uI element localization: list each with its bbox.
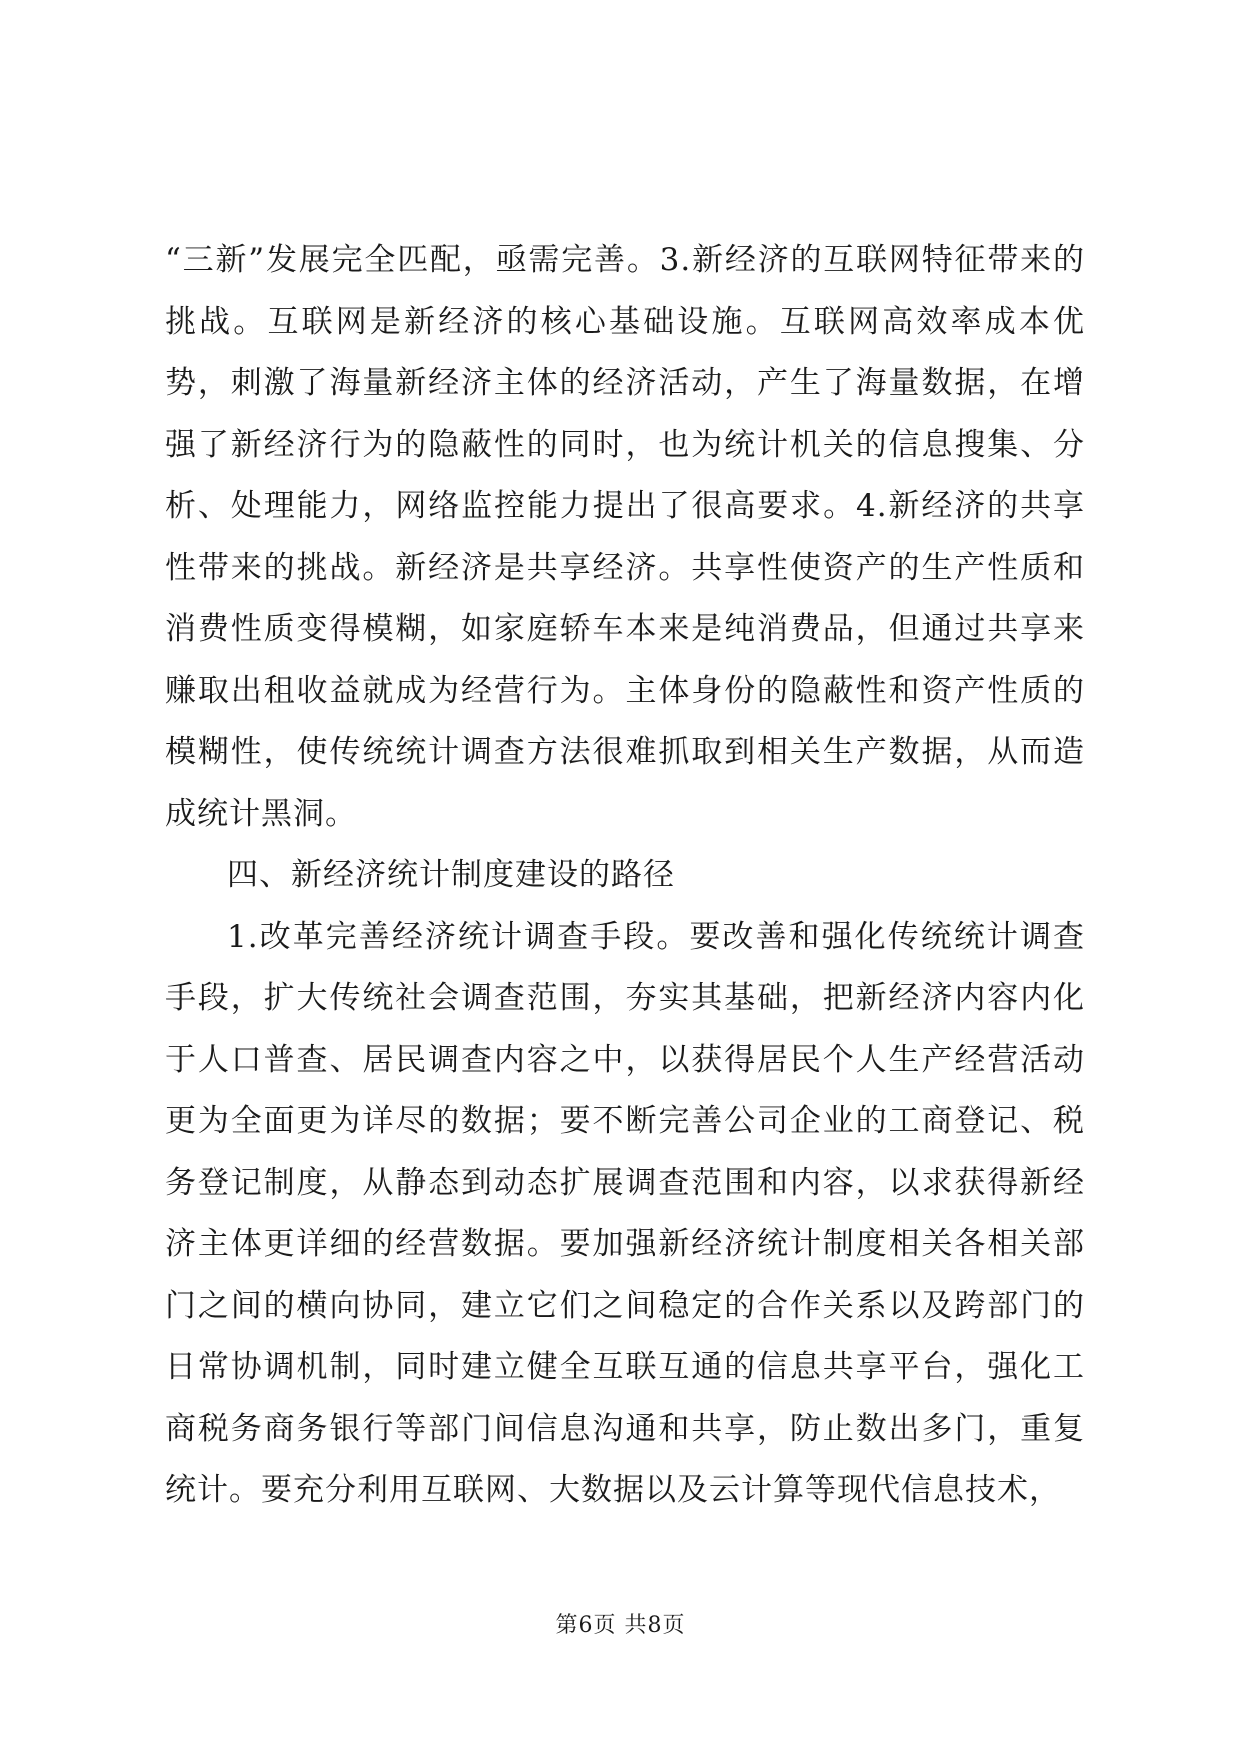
document-body xyxy=(165,230,1085,1522)
paragraph-reform-survey: 1.改革完善经济统计调查手段。要改善和强化传统统计调查手段，扩大传统社会调查范围，夯实其基础，把新经济内容内化于人口普查、居民调查内容之中，以获得居民个人生产经营活动更为全面更为详尽的数据；要不断完善公司企业的工商登记、税务登记制度，从静态到动态扩展调查范围和内容，以求获得新经济主体更详细的经营数据。要加强新经济统计制度相关各相关部门之间的横向协同，建立它们之间稳定的合作关系以及跨部门的日常协调机制，同时建立健全互联互通的信息共享平台，强化工商税务商务银行等部门间信息沟通和共享，防止数出多门，重复统计。要充分利用互联网、大数据以及云计算等现代信息技术， xyxy=(165,918,1085,1508)
page-number-footer: 第6页 共8页 xyxy=(555,1613,686,1638)
paragraph-challenges: “三新”发展完全匹配，亟需完善。3.新经济的互联网特征带来的挑战。互联网是新经济的核心基础设施。互联网高效率成本优势，刺激了海量新经济主体的经济活动，产生了海量数据，在增强了新经济行为的隐蔽性的同时，也为统计机关的信息搜集、分析、处理能力，网络监控能力提出了很高要求。4.新经济的共享性带来的挑战。新经济是共享经济。共享性使资产的生产性质和消费性质变得模糊，如家庭轿车本来是纯消费品，但通过共享来赚取出租收益就成为经营行为。主体身份的隐蔽性和资产性质的模糊性，使传统统计调查方法很难抓取到相关生产数据，从而造成统计黑洞。 xyxy=(165,242,1085,832)
section-heading-path: 四、新经济统计制度建设的路径 xyxy=(227,857,675,893)
